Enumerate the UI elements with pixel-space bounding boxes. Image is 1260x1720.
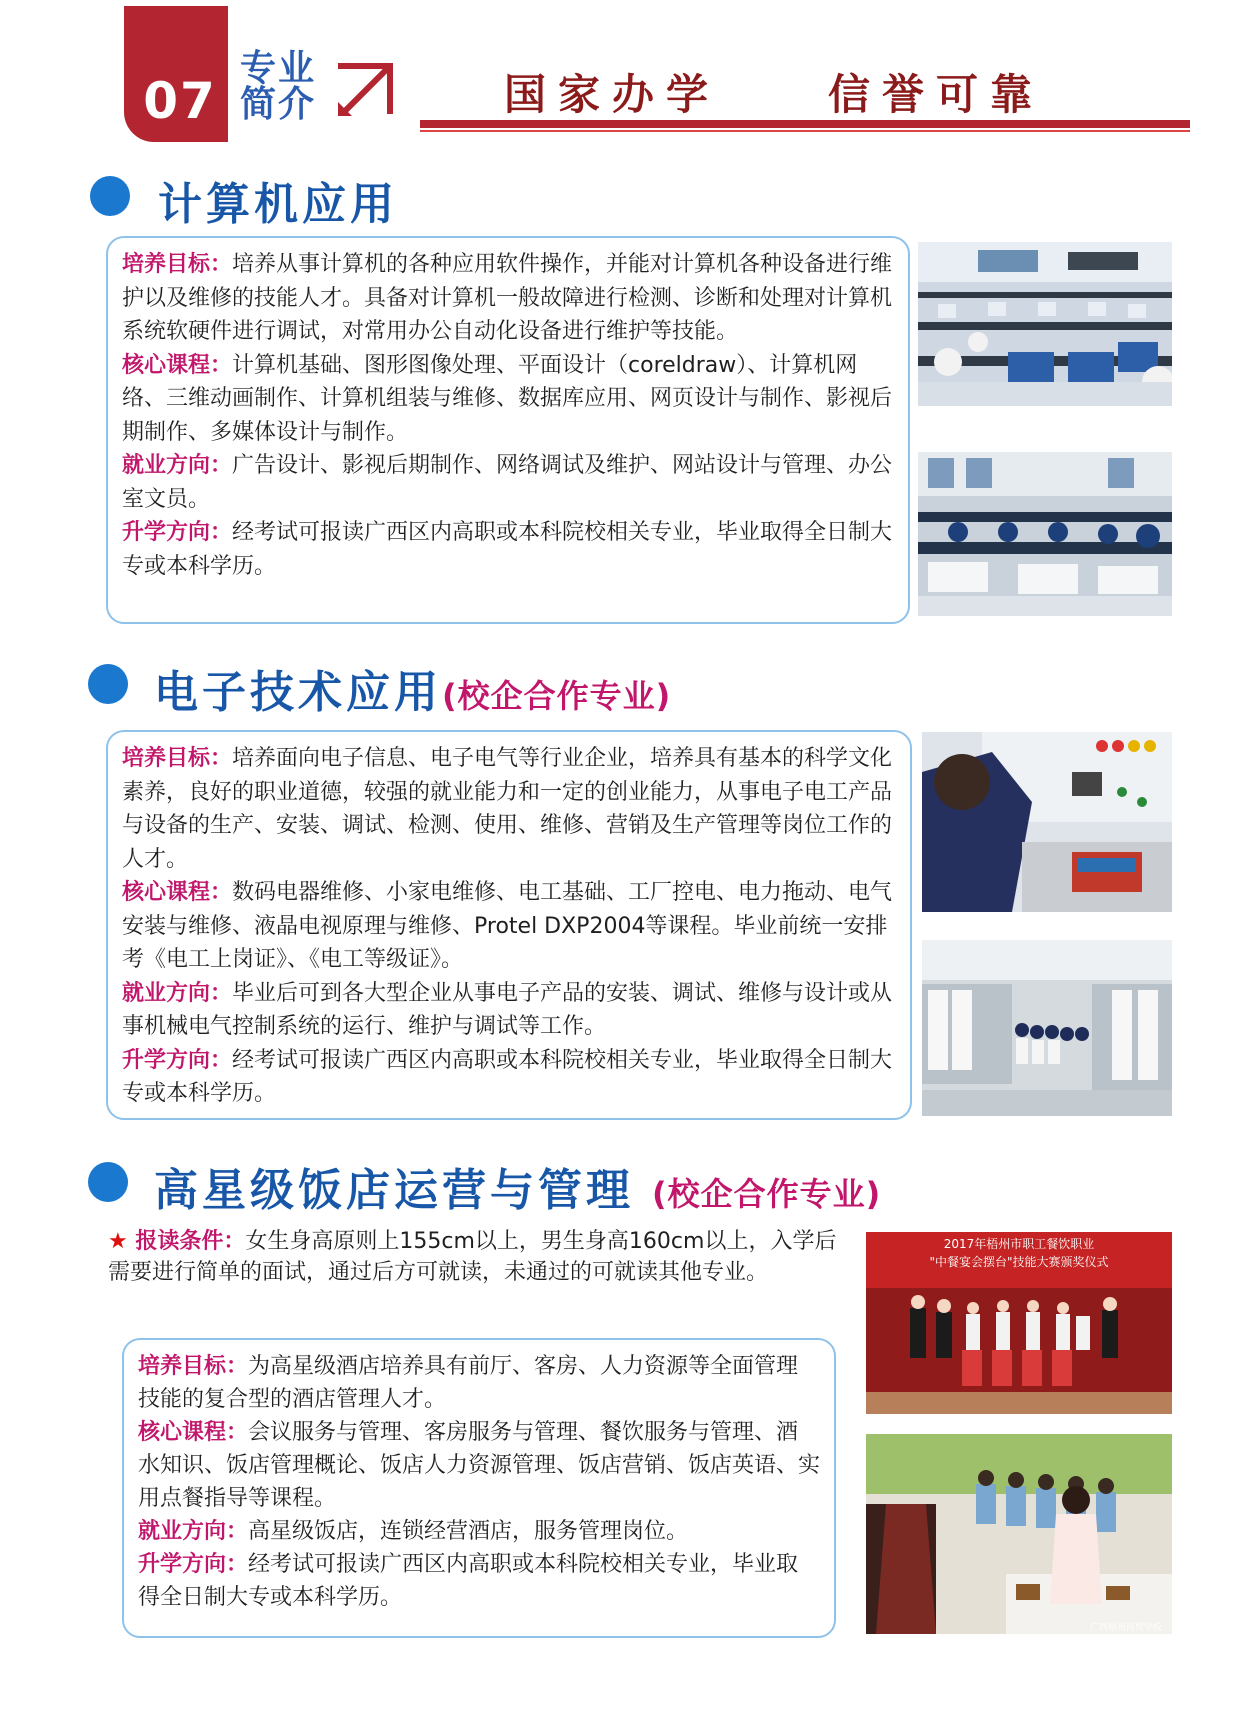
banner-line2: "中餐宴会摆台"技能大赛颁奖仪式 [929, 1255, 1109, 1269]
info-key: 就业方向： [122, 453, 233, 478]
photo-electronics-workbench [922, 732, 1172, 912]
page-number: 07 [143, 72, 217, 130]
info-key: 培养目标： [138, 1354, 249, 1379]
section-title-hotel [154, 1154, 881, 1218]
info-further-study [122, 1044, 896, 1111]
section-title-text: 高星级饭店运营与管理 [154, 1165, 634, 1216]
header-rule [420, 120, 1190, 128]
section-bullet-icon [88, 1162, 128, 1202]
info-text: 经考试可报读广西区内高职或本科院校相关专业，毕业取得全日制大专或本科学历。 [122, 1047, 893, 1106]
info-box-computer [106, 236, 910, 624]
info-text: 高星级饭店，连锁经营酒店，服务管理岗位。 [248, 1519, 689, 1544]
info-core-courses [138, 1416, 820, 1515]
info-key: 核心课程： [122, 880, 233, 905]
info-key: 培养目标： [122, 746, 233, 771]
info-text: 女生身高原则上155cm以上，男生身高160cm以上，入学后需要进行简单的面试，通过后方可就读，未通过的可就读其他专业。 [108, 1229, 837, 1285]
info-text: 经考试可报读广西区内高职或本科院校相关专业，毕业取得全日制大专或本科学历。 [138, 1552, 799, 1610]
info-core-courses [122, 876, 896, 977]
section-bullet-icon [88, 664, 128, 704]
info-further-study [138, 1548, 820, 1614]
info-training-goal [122, 248, 894, 349]
info-key: 就业方向： [138, 1519, 249, 1544]
photo-electronics-lab [922, 940, 1172, 1116]
photo-tea-service [866, 1434, 1172, 1634]
info-key: 核心课程： [122, 352, 233, 378]
header-slogan-reliable: 信誉可靠 [828, 70, 1045, 119]
banner-line1: 2017年梧州市职工餐饮职业 [943, 1237, 1095, 1251]
info-employment [122, 977, 896, 1044]
admission-requirement [108, 1226, 858, 1288]
info-training-goal [138, 1350, 820, 1416]
info-employment [122, 449, 894, 516]
requirement-line [108, 1226, 858, 1288]
info-key: 核心课程： [138, 1420, 249, 1445]
info-key: 升学方向： [122, 1047, 233, 1073]
info-box-hotel [122, 1338, 836, 1638]
photo-watermark: 广西梧州商贸学校 [1090, 1623, 1163, 1633]
info-key: 培养目标： [122, 252, 233, 277]
section-title-electronics [154, 656, 671, 720]
info-text: 经考试可报读广西区内高职或本科院校相关专业，毕业取得全日制大专或本科学历。 [122, 520, 893, 579]
section-tag: (校企合作专业) [442, 677, 672, 715]
info-key: 报读条件： [135, 1229, 246, 1254]
star-icon: ★ [108, 1229, 136, 1254]
header-rule-thin [420, 130, 1190, 132]
info-text: 为高星级酒店培养具有前厅、客房、人力资源等全面管理技能的复合型的酒店管理人才。 [138, 1354, 799, 1412]
header-slogan-state-run: 国家办学 [504, 70, 721, 119]
info-key: 就业方向： [122, 980, 233, 1006]
info-text: 培养面向电子信息、电子电气等行业企业，培养具有基本的科学文化素养，良好的职业道德，较强的就业能力和一定的创业能力，从事电子电工产品与设备的生产、安装、调试、检测、使用、维修、营销及生产管理等岗位工作的人才。 [122, 746, 893, 872]
info-text: 会议服务与管理、客房服务与管理、餐饮服务与管理、酒水知识、饭店管理概论、饭店人力资源管理、饭店营销、饭店英语、实用点餐指导等课程。 [138, 1420, 821, 1511]
section-bullet-icon [90, 176, 130, 216]
section-title-computer [158, 168, 398, 232]
photo-computer-lab-1 [918, 242, 1172, 406]
intro-label-line2: 简介 [240, 84, 317, 125]
info-further-study [122, 516, 894, 583]
info-text: 毕业后可到各大型企业从事电子产品的安装、调试、维修与设计或从事机械电气控制系统的运行、维护与调试等工作。 [122, 980, 893, 1039]
info-box-electronics [106, 730, 912, 1120]
section-tag: (校企合作专业) [652, 1175, 882, 1213]
info-core-courses [122, 349, 894, 450]
section-title-text: 计算机应用 [158, 179, 398, 230]
info-employment [138, 1515, 820, 1548]
intro-label-line1: 专业 [240, 48, 317, 89]
info-text: 计算机基础、图形图像处理、平面设计（coreldraw）、计算机网络、三维动画制作、计算机组装与维修、数据库应用、网页设计与制作、影视后期制作、多媒体设计与制作。 [122, 352, 893, 445]
info-key: 升学方向： [138, 1552, 249, 1577]
corner-arrow-icon [332, 52, 404, 120]
info-text: 数码电器维修、小家电维修、电工基础、工厂控电、电力拖动、电气安装与维修、液晶电视原理与维修、Protel DXP2004等课程。毕业前统一安排考《电工上岗证》、《电工等级证》。 [122, 880, 893, 972]
info-key: 升学方向： [122, 520, 233, 545]
info-text: 培养从事计算机的各种应用软件操作，并能对计算机各种设备进行维护以及维修的技能人才。具备对计算机一般故障进行检测、诊断和处理对计算机系统软硬件进行调试，对常用办公自动化设备进行维护等技能。 [122, 252, 893, 344]
section-title-text: 电子技术应用 [154, 667, 442, 718]
photo-computer-lab-2 [918, 452, 1172, 616]
info-text: 广告设计、影视后期制作、网络调试及维护、网站设计与管理、办公室文员。 [122, 453, 893, 512]
info-training-goal [122, 742, 896, 876]
photo-award-ceremony [866, 1232, 1172, 1414]
